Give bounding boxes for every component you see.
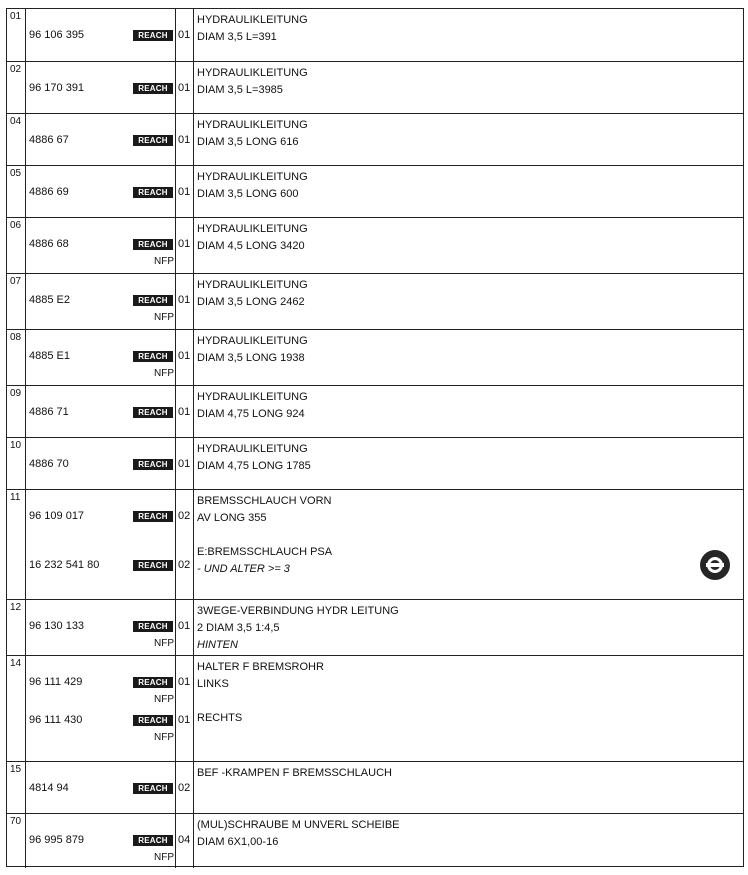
reach-badge: REACH	[133, 135, 173, 146]
reach-badge: REACH	[133, 560, 173, 571]
column-divider	[175, 490, 176, 599]
description-line	[197, 527, 332, 544]
quantity: 01	[178, 82, 191, 94]
part-number: 4885 E1	[29, 350, 70, 362]
description-line: E:BREMSSCHLAUCH PSA	[197, 546, 333, 558]
table-row	[7, 489, 743, 599]
description	[197, 221, 308, 255]
table-row	[7, 813, 743, 868]
quantity: 01	[178, 676, 191, 688]
quantity: 01	[178, 238, 191, 250]
quantity: 01	[178, 620, 191, 632]
part-number: 96 130 133	[29, 620, 85, 632]
reach-badge: REACH	[133, 677, 173, 688]
description-line: HYDRAULIKLEITUNG	[197, 171, 308, 183]
description	[197, 65, 308, 99]
position-number: 02	[10, 64, 22, 75]
position-number: 01	[10, 11, 22, 22]
column-divider	[175, 274, 176, 329]
column-divider	[25, 274, 26, 329]
description-line: HINTEN	[197, 639, 238, 651]
description-line	[197, 693, 324, 710]
column-divider	[175, 656, 176, 761]
position-number: 15	[10, 764, 22, 775]
description-line: DIAM 3,5 LONG 1938	[197, 352, 305, 364]
column-divider	[193, 274, 194, 329]
table-row	[7, 599, 743, 655]
column-divider	[193, 386, 194, 437]
column-divider	[175, 166, 176, 217]
column-divider	[193, 62, 194, 113]
reach-badge: REACH	[133, 407, 173, 418]
position-number: 10	[10, 440, 22, 451]
description	[197, 169, 308, 203]
reach-badge: REACH	[133, 835, 173, 846]
part-number: 96 995 879	[29, 834, 85, 846]
reach-badge: REACH	[133, 783, 173, 794]
column-divider	[175, 9, 176, 61]
parts-table	[6, 8, 744, 867]
column-divider	[193, 656, 194, 761]
part-number: 96 111 429	[29, 676, 83, 688]
column-divider	[193, 330, 194, 385]
column-divider	[175, 114, 176, 165]
quantity: 02	[178, 559, 191, 571]
description	[197, 333, 308, 367]
column-divider	[25, 9, 26, 61]
part-number: 96 106 395	[29, 29, 85, 41]
position-number: 05	[10, 168, 22, 179]
part-number: 96 170 391	[29, 82, 85, 94]
table-row	[7, 113, 743, 165]
description	[197, 603, 399, 654]
description-line: DIAM 3,5 L=391	[197, 31, 277, 43]
column-divider	[175, 330, 176, 385]
column-divider	[175, 438, 176, 489]
column-divider	[25, 386, 26, 437]
column-divider	[25, 62, 26, 113]
description-line: (MUL)SCHRAUBE M UNVERL SCHEIBE	[197, 819, 400, 831]
description-line: DIAM 4,75 LONG 924	[197, 408, 305, 420]
description-line: HYDRAULIKLEITUNG	[197, 119, 308, 131]
part-number: 4885 E2	[29, 294, 70, 306]
position-number: 08	[10, 332, 22, 343]
description-line: DIAM 3,5 LONG 616	[197, 136, 299, 148]
description-line: HYDRAULIKLEITUNG	[197, 443, 308, 455]
reach-badge: REACH	[133, 459, 173, 470]
column-divider	[193, 762, 194, 813]
column-divider	[25, 656, 26, 761]
column-divider	[25, 600, 26, 655]
part-number: 96 109 017	[29, 510, 85, 522]
part-number: 96 111 430	[29, 714, 83, 726]
quantity: 04	[178, 834, 191, 846]
description	[197, 441, 311, 475]
column-divider	[193, 600, 194, 655]
description-line: LINKS	[197, 678, 229, 690]
table-row	[7, 273, 743, 329]
table-row	[7, 9, 743, 61]
part-number: 4886 69	[29, 186, 69, 198]
quantity: 02	[178, 782, 191, 794]
reach-badge: REACH	[133, 295, 173, 306]
nfp-label: NFP	[154, 732, 174, 743]
nfp-label: NFP	[154, 852, 174, 863]
column-divider	[175, 762, 176, 813]
column-divider	[193, 438, 194, 489]
table-row	[7, 329, 743, 385]
part-number: 16 232 541 80	[29, 559, 100, 571]
reach-badge: REACH	[133, 351, 173, 362]
description-line: DIAM 3,5 LONG 2462	[197, 296, 305, 308]
position-number: 11	[10, 492, 21, 503]
part-number: 4886 67	[29, 134, 69, 146]
quantity: 01	[178, 186, 191, 198]
e-circle-icon	[700, 550, 730, 580]
table-row	[7, 761, 743, 813]
reach-badge: REACH	[133, 187, 173, 198]
table-row	[7, 165, 743, 217]
position-number: 06	[10, 220, 22, 231]
reach-badge: REACH	[133, 83, 173, 94]
column-divider	[25, 218, 26, 273]
table-row	[7, 61, 743, 113]
quantity: 01	[178, 294, 191, 306]
reach-badge: REACH	[133, 621, 173, 632]
column-divider	[25, 490, 26, 599]
nfp-label: NFP	[154, 368, 174, 379]
nfp-label: NFP	[154, 256, 174, 267]
table-row	[7, 655, 743, 761]
description	[197, 117, 308, 151]
position-number: 70	[10, 816, 22, 827]
column-divider	[193, 490, 194, 599]
description-line: 2 DIAM 3,5 1:4,5	[197, 622, 280, 634]
position-number: 14	[10, 658, 22, 669]
description	[197, 659, 324, 727]
column-divider	[175, 814, 176, 868]
column-divider	[25, 114, 26, 165]
description-line: HYDRAULIKLEITUNG	[197, 67, 308, 79]
quantity: 01	[178, 406, 191, 418]
table-row	[7, 217, 743, 273]
description-line: HYDRAULIKLEITUNG	[197, 223, 308, 235]
nfp-label: NFP	[154, 312, 174, 323]
nfp-label: NFP	[154, 638, 174, 649]
description	[197, 12, 308, 46]
column-divider	[193, 166, 194, 217]
description	[197, 277, 308, 311]
quantity: 01	[178, 458, 191, 470]
part-number: 4886 70	[29, 458, 69, 470]
description	[197, 817, 400, 851]
part-number: 4886 71	[29, 406, 69, 418]
column-divider	[193, 814, 194, 868]
column-divider	[175, 62, 176, 113]
description-line: 3WEGE-VERBINDUNG HYDR LEITUNG	[197, 605, 399, 617]
position-number: 04	[10, 116, 22, 127]
position-number: 07	[10, 276, 22, 287]
description-line: RECHTS	[197, 712, 243, 724]
description-line: AV LONG 355	[197, 512, 267, 524]
description-line: HYDRAULIKLEITUNG	[197, 14, 308, 26]
description-line: DIAM 4,75 LONG 1785	[197, 460, 311, 472]
quantity: 01	[178, 714, 191, 726]
column-divider	[25, 814, 26, 868]
quantity: 02	[178, 510, 191, 522]
description-line: DIAM 3,5 LONG 600	[197, 188, 299, 200]
description-line: HYDRAULIKLEITUNG	[197, 335, 308, 347]
column-divider	[193, 218, 194, 273]
position-number: 09	[10, 388, 22, 399]
description-line: DIAM 4,5 LONG 3420	[197, 240, 305, 252]
reach-badge: REACH	[133, 715, 173, 726]
column-divider	[175, 218, 176, 273]
reach-badge: REACH	[133, 511, 173, 522]
column-divider	[193, 114, 194, 165]
column-divider	[193, 9, 194, 61]
column-divider	[25, 438, 26, 489]
quantity: 01	[178, 350, 191, 362]
description	[197, 389, 308, 423]
position-number: 12	[10, 602, 22, 613]
description-line: DIAM 3,5 L=3985	[197, 84, 283, 96]
description-line: HYDRAULIKLEITUNG	[197, 391, 308, 403]
column-divider	[25, 166, 26, 217]
reach-badge: REACH	[133, 30, 173, 41]
table-row	[7, 385, 743, 437]
description	[197, 765, 392, 782]
column-divider	[25, 762, 26, 813]
part-number: 4886 68	[29, 238, 69, 250]
column-divider	[175, 386, 176, 437]
quantity: 01	[178, 29, 191, 41]
quantity: 01	[178, 134, 191, 146]
table-row	[7, 437, 743, 489]
description	[197, 493, 332, 578]
description-line: HYDRAULIKLEITUNG	[197, 279, 308, 291]
part-number: 4814 94	[29, 782, 69, 794]
reach-badge: REACH	[133, 239, 173, 250]
column-divider	[175, 600, 176, 655]
description-line: - UND ALTER >= 3	[197, 563, 290, 575]
description-line: DIAM 6X1,00-16	[197, 836, 279, 848]
nfp-label: NFP	[154, 694, 174, 705]
column-divider	[25, 330, 26, 385]
description-line: BREMSSCHLAUCH VORN	[197, 495, 332, 507]
description-line: HALTER F BREMSROHR	[197, 661, 324, 673]
description-line: BEF -KRAMPEN F BREMSSCHLAUCH	[197, 767, 392, 779]
